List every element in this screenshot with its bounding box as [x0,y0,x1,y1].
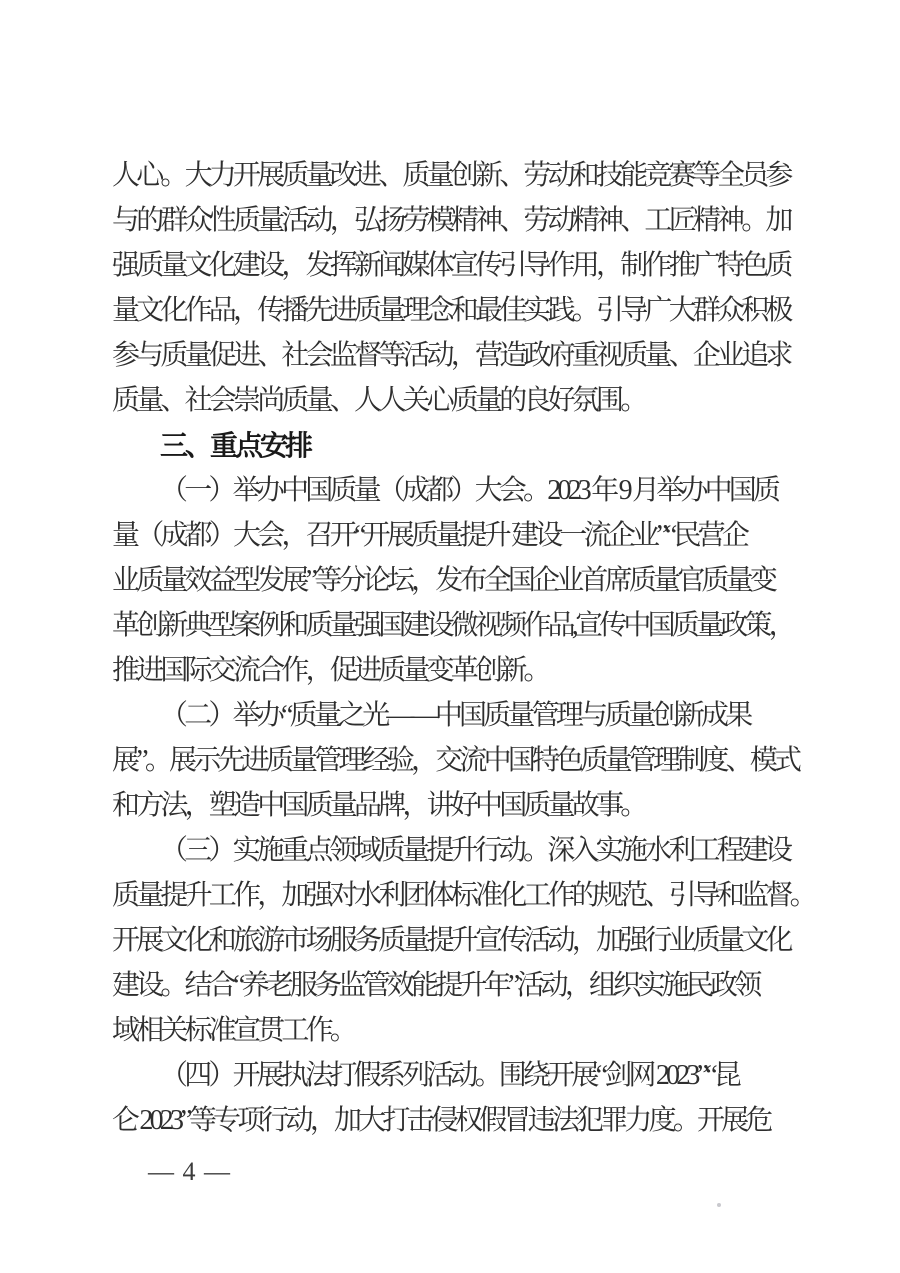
body-line: 域相关标准宣贯工作。 [112,1015,355,1046]
body-line: 建设。结合“养老服务监管效能提升年”活动，组织实施民政领 [112,970,759,1001]
body-line: 推进国际交流合作，促进质量变革创新。 [112,655,548,686]
body-line: 与的群众性质量活动，弘扬劳模精神、劳动精神、工匠精神。加 [112,205,790,236]
page-footer [148,1149,231,1194]
body-line: （二）举办“质量之光——中国质量管理与质量创新成果 [160,700,750,731]
body-line: 量（成都）大会，召开“开展质量提升 建设一流企业”“民营企 [112,520,747,551]
body-line: 和方法，塑造中国质量品牌，讲好中国质量故事。 [112,790,645,821]
scan-speck [717,1203,721,1207]
body-line: 展”。展示先进质量管理经验，交流中国特色质量管理制度、模式 [112,745,799,776]
section-heading: 三、重点安排 [160,430,311,461]
body-line: 量文化作品，传播先进质量理念和最佳实践。引导广大群众积极 [112,295,790,326]
body-line: 仑 2023”等专项行动，加大打击侵权假冒违法犯罪力度。开展危 [112,1105,770,1136]
body-line: 质量、社会崇尚质量、人人关心质量的良好氛围。 [112,385,645,416]
page-number: — 4 — [148,1157,231,1186]
body-line: （四）开展执法打假系列活动。围绕开展“剑网 2023”“昆 [160,1060,739,1091]
body-line: 革创新典型案例和质量强国建设微视频作品,宣传中国质量政策， [112,610,793,641]
body-line: 人心。大力开展质量改进、质量创新、劳动和技能竞赛等全员参 [112,160,790,191]
body-line: （三）实施重点领域质量提升行动。深入实施水利工程建设 [160,835,790,866]
body-line: 质量提升工作，加强对水利团体标准化工作的规范、引导和监督。 [112,880,814,911]
body-line: （一）举办中国质量（成都）大会。2023 年 9 月举办中国质 [160,475,778,506]
body-line: 参与质量促进、社会监督等活动，营造政府重视质量、企业追求 [112,340,790,371]
body-line: 强质量文化建设，发挥新闻媒体宣传引导作用，制作推广特色质 [112,250,790,281]
document-body [112,153,814,1143]
body-line: 业质量效益型发展”等分论坛，发布全国企业首席质量官质量变 [112,565,775,596]
body-line: 开展文化和旅游市场服务质量提升宣传活动，加强行业质量文化 [112,925,790,956]
